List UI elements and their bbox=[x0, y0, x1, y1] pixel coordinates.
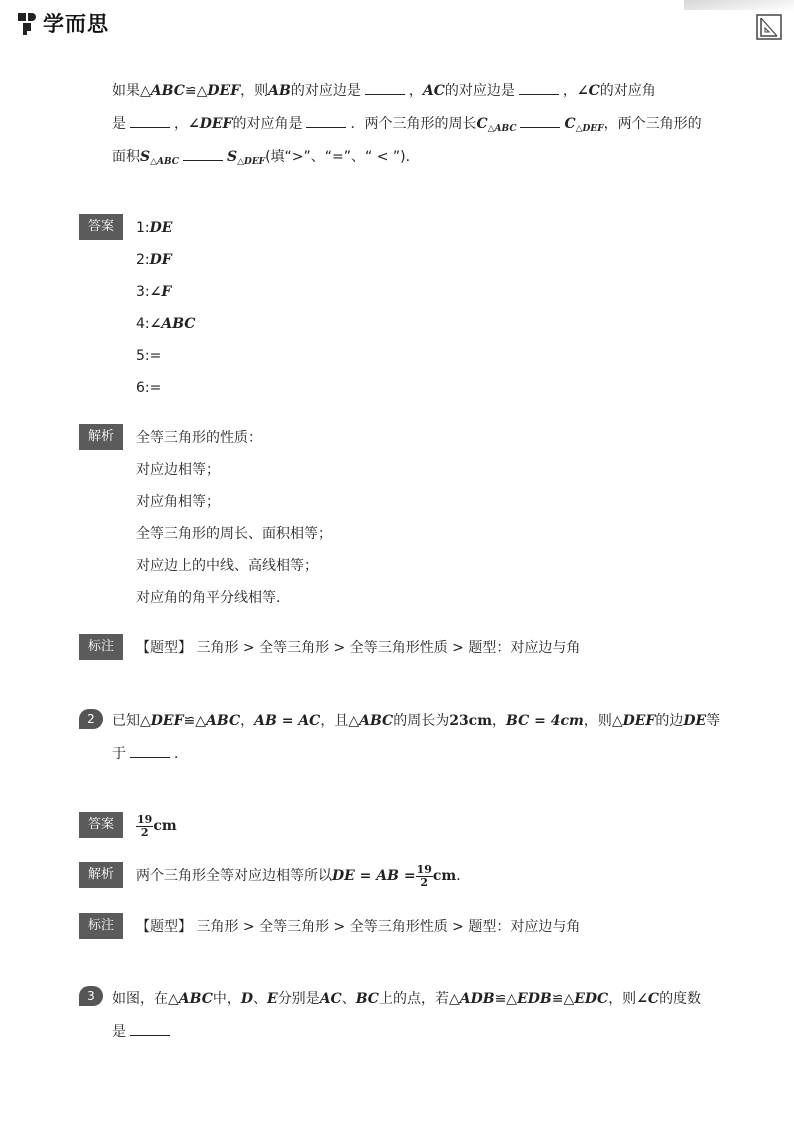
answer-blank[interactable] bbox=[519, 81, 559, 95]
answer-line: 6:= bbox=[136, 380, 162, 396]
answer-line: 3:∠F bbox=[136, 284, 172, 300]
analysis-tag: 解析 bbox=[79, 862, 123, 888]
analysis-line: 对应边上的中线、高线相等； bbox=[136, 558, 318, 574]
answer-blank[interactable] bbox=[130, 114, 170, 128]
answer-blank[interactable] bbox=[130, 1022, 170, 1036]
analysis-line: 对应角的角平分线相等． bbox=[136, 590, 290, 606]
q1-line-2: 是 ，∠DEF的对应角是 ．两个三角形的周长$C_{\triangle ABC}$ $C_{\triangle DEF}$，两个三角形的 bbox=[112, 116, 702, 134]
note-text: 【题型】 三角形 > 全等三角形 > 全等三角形性质 > 题型：对应边与角 bbox=[136, 640, 581, 656]
answer-line: $\frac{19}{2}$ cm bbox=[137, 812, 177, 839]
corner-decoration bbox=[684, 0, 794, 10]
answer-line: 4:∠ABC bbox=[136, 316, 196, 332]
brand-logo bbox=[18, 8, 109, 38]
answer-tag: 答案 bbox=[79, 214, 123, 240]
answer-blank[interactable] bbox=[183, 147, 223, 161]
answer-line: 2:DF bbox=[136, 252, 172, 268]
question-number-badge: 3 bbox=[79, 986, 103, 1006]
brand-name: 学而思 bbox=[43, 12, 109, 36]
ruler-triangle-icon bbox=[756, 14, 782, 40]
answer-line: 1:DE bbox=[136, 220, 173, 236]
answer-blank[interactable] bbox=[130, 744, 170, 758]
fraction: $\frac{19}{2}$ bbox=[416, 862, 432, 889]
analysis-line: 全等三角形的周长、面积相等； bbox=[136, 526, 332, 542]
logo-mark-icon bbox=[18, 11, 40, 35]
answer-blank[interactable] bbox=[365, 81, 405, 95]
fraction: $\frac{19}{2}$ bbox=[137, 812, 153, 839]
answer-line: 5:= bbox=[136, 348, 162, 364]
answer-tag: 答案 bbox=[79, 812, 123, 838]
note-tag: 标注 bbox=[79, 634, 123, 660]
note-tag: 标注 bbox=[79, 913, 123, 939]
analysis-line: 对应角相等； bbox=[136, 494, 220, 510]
answer-blank[interactable] bbox=[520, 114, 560, 128]
q1-line-3: 面积$S_{\triangle ABC}$ $S_{\triangle DEF}$(填“>”、“=”、“ < ”)． bbox=[112, 149, 420, 167]
note-text: 【题型】 三角形 > 全等三角形 > 全等三角形性质 > 题型：对应边与角 bbox=[136, 919, 581, 935]
q2-line-1: 已知△DEF≌△ABC，AB = AC，且△ABC的周长为23cm，BC = 4cm，则△DEF的边DE等 bbox=[112, 713, 721, 729]
q3-line-1: 如图，在△ABC中，D、E分别是AC、BC上的点，若△ADB≌△EDB≌△EDC，则∠C的度数 bbox=[112, 991, 702, 1007]
analysis-line: 两个三角形全等对应边相等所以DE = AB = $\frac{19}{2}$ cm． bbox=[136, 862, 471, 889]
q1-line-1: 如果△ABC≌△DEF，则AB的对应边是 ，AC的对应边是 ，∠C的对应角 bbox=[112, 83, 656, 99]
analysis-tag: 解析 bbox=[79, 424, 123, 450]
q2-line-2: 于 ． bbox=[112, 746, 188, 762]
analysis-line: 对应边相等； bbox=[136, 462, 220, 478]
answer-blank[interactable] bbox=[306, 114, 346, 128]
question-number-badge: 2 bbox=[79, 709, 103, 729]
analysis-line: 全等三角形的性质： bbox=[136, 430, 262, 446]
q3-line-2: 是 bbox=[112, 1022, 174, 1042]
